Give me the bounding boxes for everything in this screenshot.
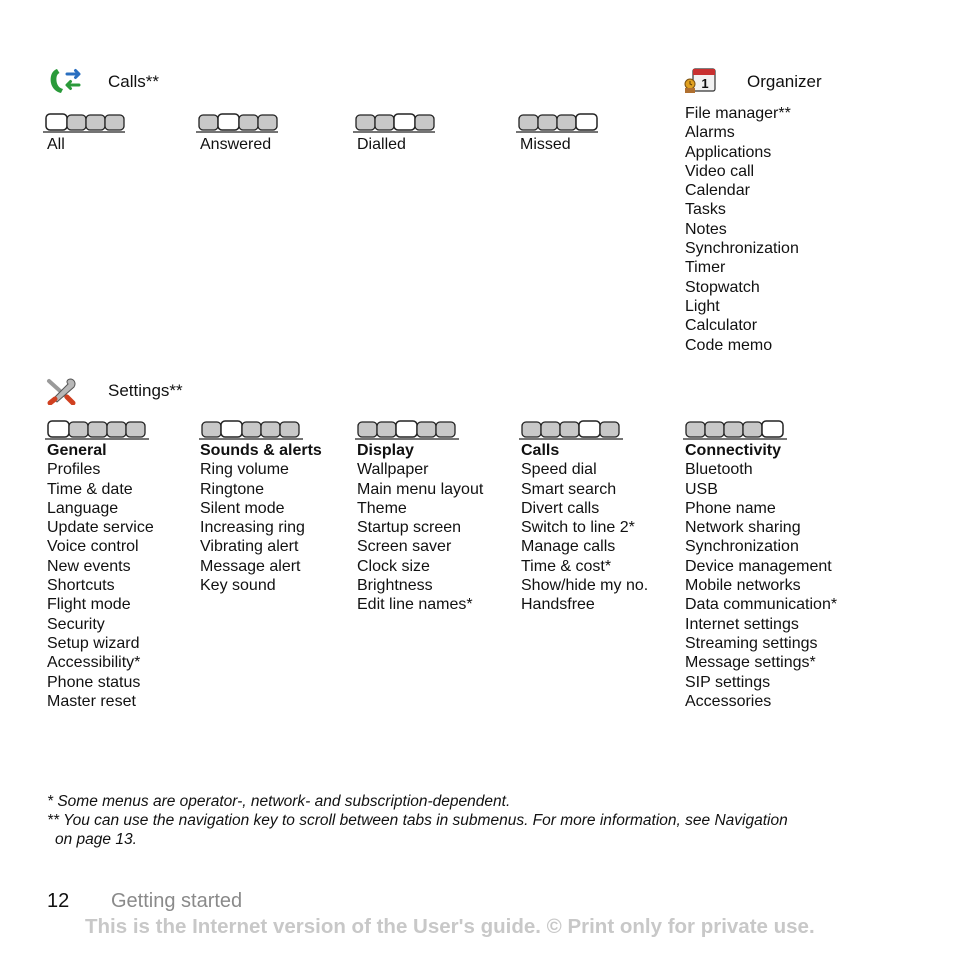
tab-strip-icon (45, 418, 151, 440)
list-item: Message alert (200, 557, 301, 575)
column-head: Connectivity (685, 442, 782, 459)
list-item: Brightness (357, 577, 433, 595)
tab-strip-icon (353, 111, 437, 133)
list-item: Manage calls (521, 538, 616, 556)
list-item: File manager** (685, 105, 791, 122)
calls-tab-all: All (47, 136, 65, 153)
list-item: Wallpaper (357, 461, 429, 479)
chapter-title: Getting started (111, 890, 243, 912)
settings-sounds-list (200, 441, 322, 595)
list-item: Time & cost* (521, 557, 612, 575)
list-item: Speed dial (521, 461, 597, 479)
calls-tab-dialled: Dialled (357, 136, 406, 153)
calls-tabs-missed (516, 111, 600, 133)
calls-tabs-dialled (353, 111, 437, 133)
settings-calls-list (521, 441, 648, 615)
list-item: Notes (685, 220, 727, 238)
organizer-title: Organizer (747, 72, 822, 91)
list-item: Divert calls (521, 499, 600, 517)
list-item: Mobile networks (685, 577, 801, 595)
list-item: Code memo (685, 336, 773, 354)
list-item: Update service (47, 519, 154, 537)
list-item: Increasing ring (200, 519, 305, 537)
column-head: Calls (521, 442, 560, 459)
list-item: Theme (357, 499, 407, 517)
tab-strip-icon (199, 418, 305, 440)
list-item: Edit line names* (357, 596, 473, 614)
list-item: Clock size (357, 557, 430, 575)
tools-icon (45, 375, 79, 405)
list-item: Timer (685, 259, 726, 277)
column-head: Display (357, 442, 414, 459)
column-head: General (47, 442, 107, 459)
list-item: SIP settings (685, 673, 771, 691)
settings-tabs-general (45, 418, 151, 440)
tab-strip-icon (519, 418, 625, 440)
calls-title: Calls** (108, 72, 160, 91)
list-item: Main menu layout (357, 480, 484, 498)
calendar-icon (684, 66, 718, 94)
footnote-navigation-cont: on page 13. (55, 831, 137, 848)
page-number: 12 (47, 890, 70, 912)
settings-tabs-connectivity (683, 418, 789, 440)
settings-general-list (47, 441, 154, 711)
list-item: Voice control (47, 538, 139, 556)
tab-strip-icon (683, 418, 789, 440)
list-item: Screen saver (357, 538, 452, 556)
settings-icon (45, 375, 79, 405)
list-item: Data communication* (685, 596, 838, 614)
list-item: New events (47, 557, 131, 575)
organizer-icon (684, 66, 718, 94)
footnote-navigation: ** You can use the navigation key to scroll between tabs in submenus. For more information, see Navigation (47, 812, 788, 829)
list-item: Setup wizard (47, 634, 140, 652)
list-item: Synchronization (685, 240, 799, 258)
organizer-list (685, 104, 799, 355)
list-item: Key sound (200, 577, 276, 595)
list-item: Handsfree (521, 596, 595, 614)
list-item: Internet settings (685, 615, 799, 633)
list-item: Ring volume (200, 461, 289, 479)
list-item: Alarms (685, 124, 735, 142)
tab-strip-icon (43, 111, 127, 133)
list-item: Video call (685, 162, 755, 180)
list-item: Switch to line 2* (521, 519, 635, 537)
list-item: Silent mode (200, 499, 285, 517)
list-item: Synchronization (685, 538, 799, 556)
list-item: Calculator (685, 317, 758, 335)
list-item: Startup screen (357, 519, 462, 537)
list-item: Smart search (521, 480, 617, 498)
footnote-operator: * Some menus are operator-, network- and subscription-dependent. (47, 793, 511, 810)
internet-version-watermark: This is the Internet version of the User's guide. © Print only for private use. (85, 915, 815, 938)
calls-icon (47, 66, 83, 96)
list-item: Time & date (47, 480, 133, 498)
list-item: Security (47, 615, 105, 633)
list-item: Stopwatch (685, 278, 760, 296)
tab-strip-icon (196, 111, 280, 133)
list-item: Shortcuts (47, 577, 115, 595)
tab-strip-icon (516, 111, 600, 133)
settings-tabs-sounds (199, 418, 305, 440)
list-item: USB (685, 480, 718, 498)
settings-connectivity-list (685, 441, 837, 711)
list-item: Phone status (47, 673, 141, 691)
list-item: Show/hide my no. (521, 577, 649, 595)
list-item: Flight mode (47, 596, 131, 614)
list-item: Tasks (685, 201, 726, 219)
calls-arrows-icon (47, 66, 83, 96)
list-item: Applications (685, 143, 772, 161)
column-head: Sounds & alerts (200, 442, 322, 459)
list-item: Language (47, 499, 119, 517)
settings-tabs-display (355, 418, 461, 440)
list-item: Profiles (47, 461, 101, 479)
list-item: Light (685, 297, 720, 315)
list-item: Streaming settings (685, 634, 818, 652)
list-item: Ringtone (200, 480, 265, 498)
calls-tabs-all (43, 111, 127, 133)
calls-tab-missed: Missed (520, 136, 571, 153)
calls-tabs-answered (196, 111, 280, 133)
list-item: Master reset (47, 692, 136, 710)
list-item: Message settings* (685, 654, 816, 672)
settings-title: Settings** (108, 381, 183, 400)
settings-display-list (357, 441, 483, 615)
list-item: Network sharing (685, 519, 801, 537)
settings-tabs-calls (519, 418, 625, 440)
list-item: Device management (685, 557, 832, 575)
list-item: Vibrating alert (200, 538, 299, 556)
list-item: Calendar (685, 182, 750, 200)
tab-strip-icon (355, 418, 461, 440)
svg-text:1: 1 (701, 76, 709, 91)
list-item: Phone name (685, 499, 776, 517)
calls-tab-answered: Answered (200, 136, 272, 153)
list-item: Bluetooth (685, 461, 753, 479)
list-item: Accessibility* (47, 654, 141, 672)
list-item: Accessories (685, 692, 772, 710)
